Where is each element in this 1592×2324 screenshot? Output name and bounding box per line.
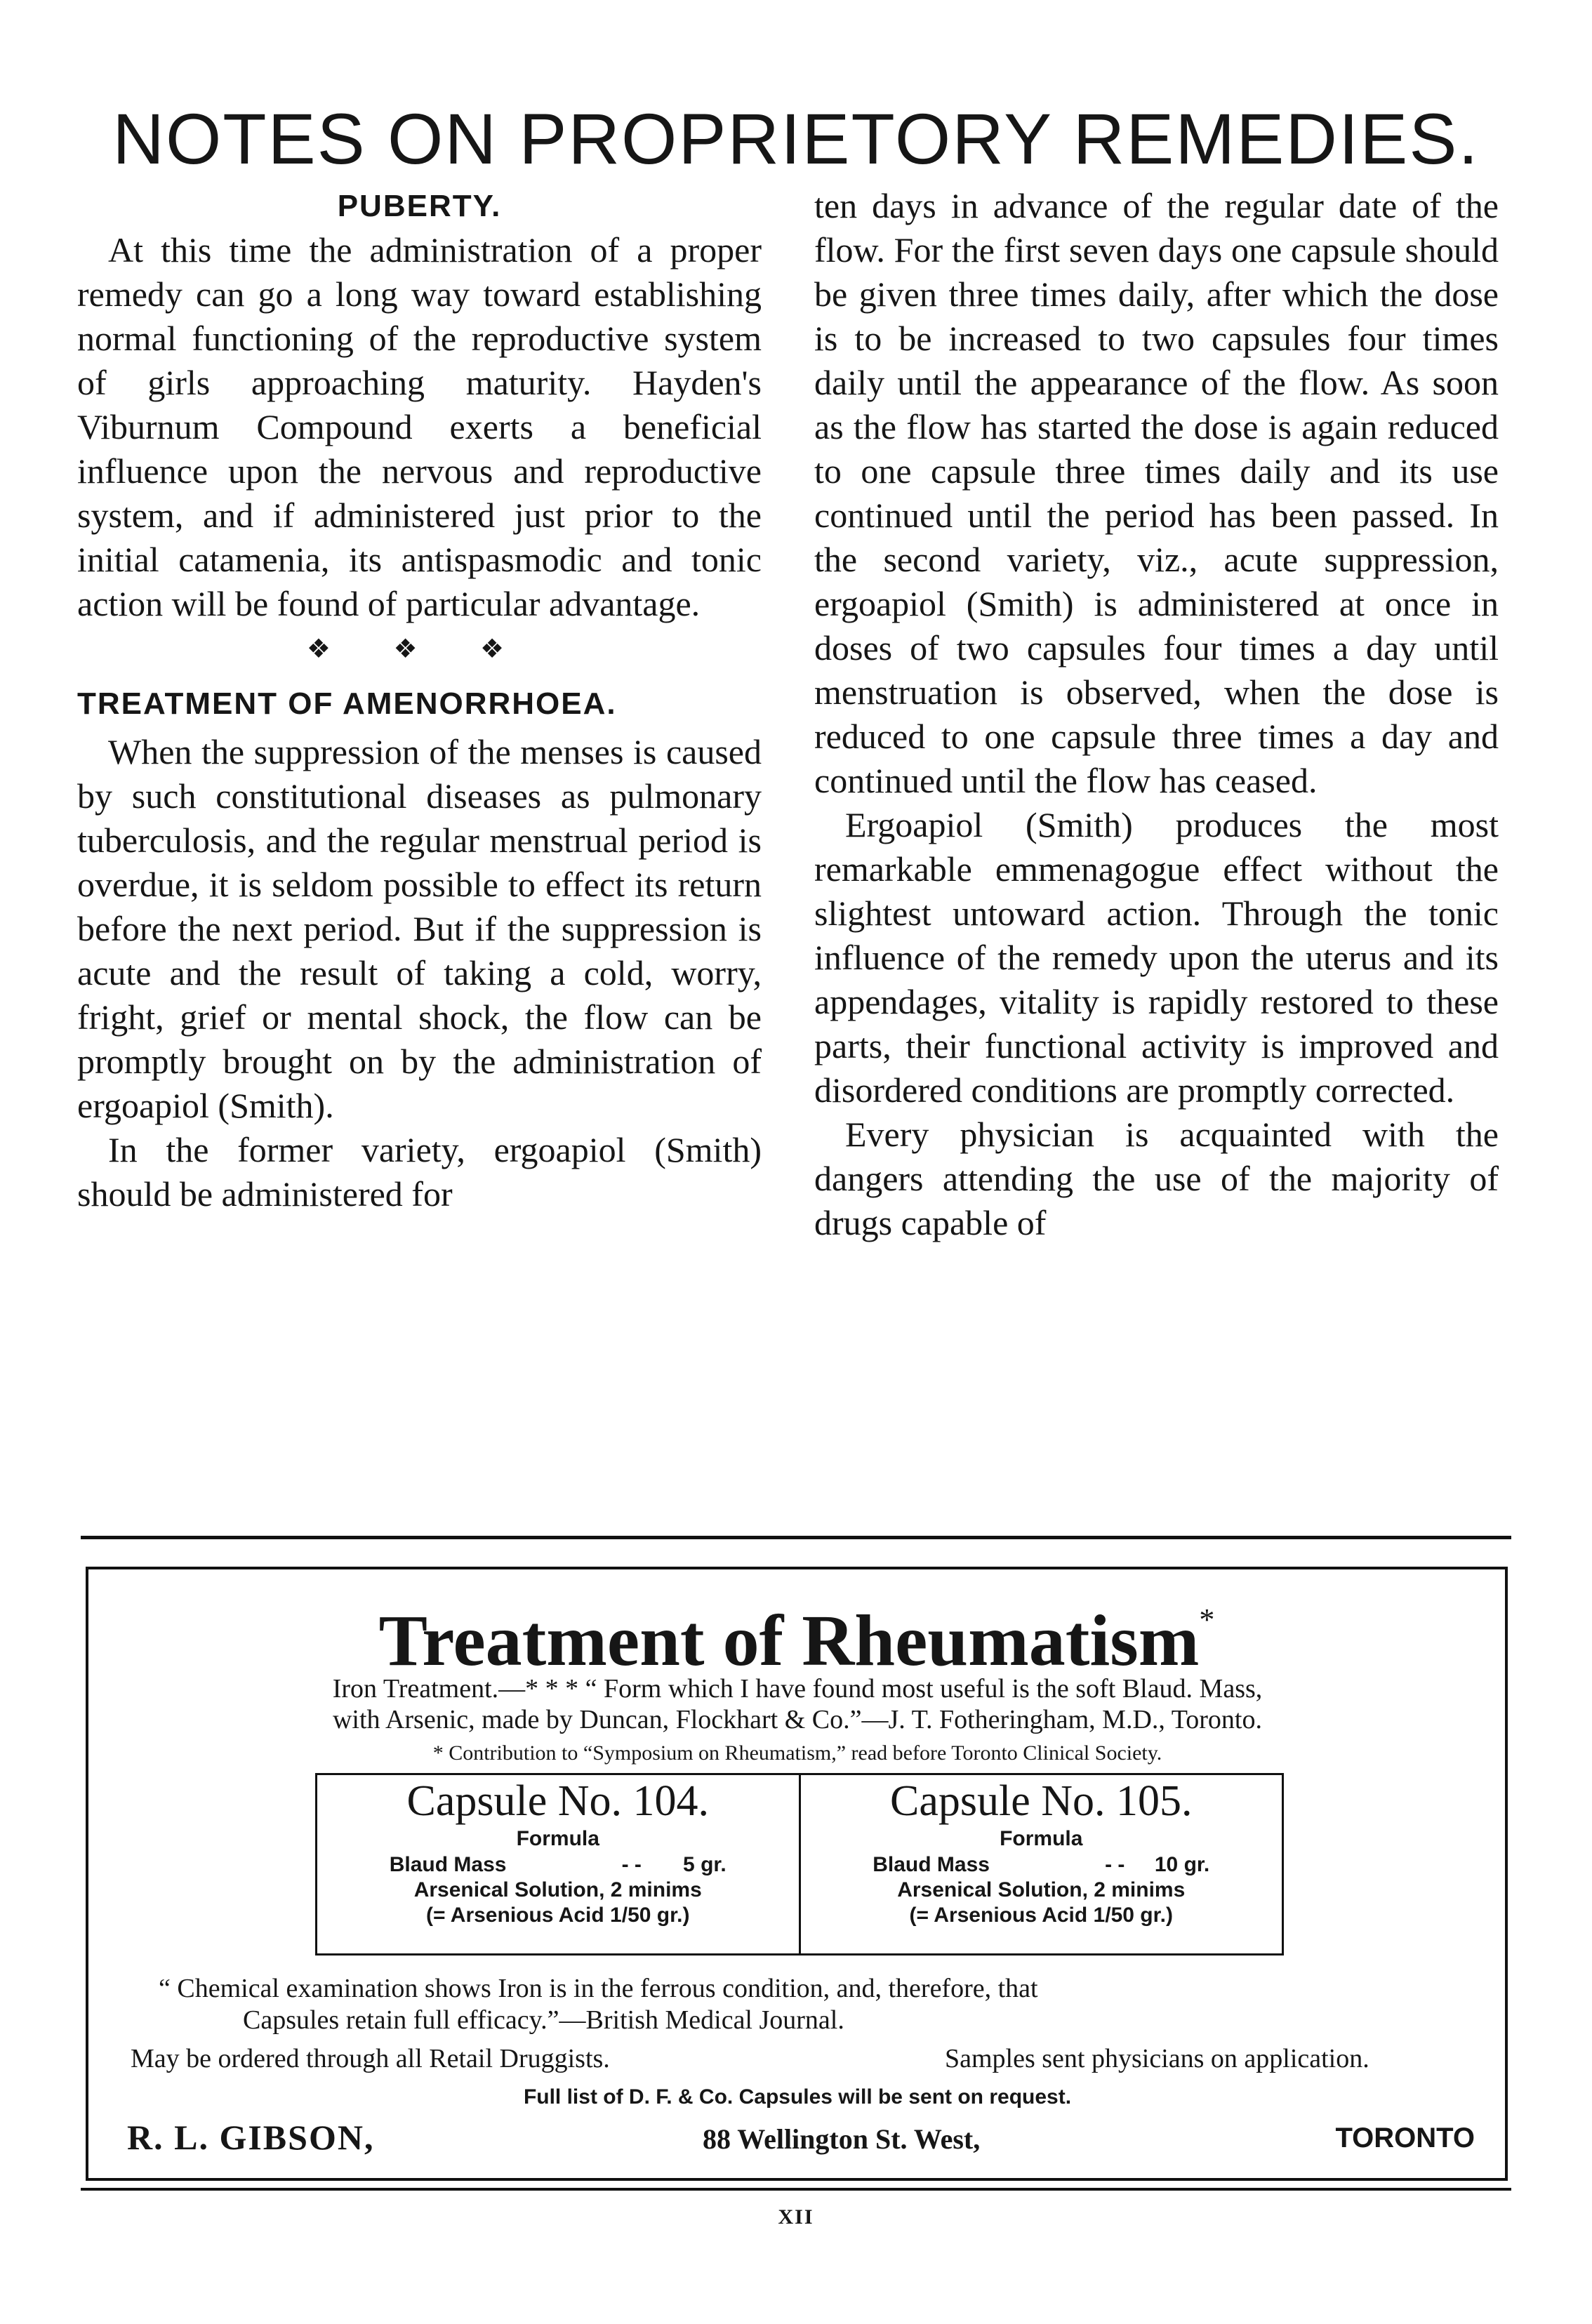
ingredient-dashes: - - (1105, 1853, 1125, 1876)
heading-puberty: PUBERTY. (337, 189, 502, 223)
ingredient-text: (= Arsenious Acid 1/50 gr.) (426, 1904, 690, 1927)
ingredient-text: (= Arsenious Acid 1/50 gr.) (909, 1904, 1173, 1927)
puberty-paragraph: At this time the administration of a proper remedy can go a long way toward establishing normal functioning of the reproductive system of girls approaching maturity. Hayden's Viburnum Compound exerts a beneficial influence upon the nervous and reproductive system, and if administered just prior to the initial catamenia, its antispasmodic and tonic action will be found of particular advantage. (77, 230, 762, 623)
capsule-title: Capsule No. 104. (406, 1777, 710, 1825)
right-paragraph-1: ten days in advance of the regular date of the flow. For the first seven days one capsule should be given three times daily, after which the dose is to be increased to two capsules four times daily until the appearance of the flow. As soon as the flow has started the dose is again reduced to one capsule three times daily and its use continued until the period has been passed. In the second variety, viz., acute suppression, ergoapiol (Smith) is administered at once in doses of two capsules four times a day until menstruation is observed, when the dose is reduced to one capsule three times a day and continued until the flow has ceased. (814, 186, 1499, 800)
amenorrhoea-paragraph-2: In the former variety, ergoapiol (Smith) should be administered for (77, 1130, 762, 1214)
capsule-formula-label: Formula (1000, 1827, 1083, 1850)
capsule-ingredient-row (317, 1852, 799, 1878)
capsule-ingredient-row-2 (317, 1878, 799, 1903)
heading-amenorrhoea: TREATMENT OF AMENORRHOEA. (77, 686, 617, 721)
ingredient-name: Blaud Mass (873, 1853, 990, 1876)
ingredient-text: Arsenical Solution, 2 minims (897, 1878, 1186, 1901)
ingredient-name: Blaud Mass (389, 1853, 507, 1876)
city: TORONTO (1335, 2123, 1475, 2153)
left-column (77, 184, 762, 1216)
ingredient-text: Arsenical Solution, 2 minims (413, 1878, 702, 1901)
chemical-quote-line-1: “ Chemical examination shows Iron is in the ferrous condition, and, therefore, that (159, 1974, 1038, 2003)
right-column (814, 184, 1499, 1245)
advertisement-box (86, 1567, 1508, 2181)
top-rule (81, 1536, 1511, 1539)
ingredient-dose: 10 gr. (1154, 1853, 1210, 1876)
full-list-note: Full list of D. F. & Co. Capsules will be sent on request. (523, 2085, 1072, 2109)
order-retail-text: May be ordered through all Retail Druggists. (131, 2044, 610, 2073)
ingredient-dose: 5 gr. (683, 1853, 727, 1876)
capsule-formula-label: Formula (516, 1827, 599, 1850)
capsule-ingredient-row-3 (801, 1903, 1282, 1928)
ad-quote-line-2: with Arsenic, made by Duncan, Flockhart & Co.”—J. T. Fotheringham, M.D., Toronto. (332, 1705, 1262, 1734)
capsule-ingredient-row (801, 1852, 1282, 1878)
capsule-ingredient-row-3 (317, 1903, 799, 1928)
right-paragraph-2: Ergoapiol (Smith) produces the most remarkable emmenagogue effect without the slightest untoward action. Through the tonic influence of the remedy upon the uterus and its appendages, vitality is rapidly restored to these parts, their functional activity is improved and disordered conditions are promptly corrected. (814, 805, 1499, 1110)
ad-title-text: Treatment of Rheumatism (378, 1600, 1200, 1681)
street-address: 88 Wellington St. West, (703, 2123, 981, 2155)
capsule-105 (801, 1775, 1282, 1953)
page-title: NOTES ON PROPRIETORY REMEDIES. (112, 99, 1480, 179)
capsule-title: Capsule No. 105. (889, 1777, 1193, 1825)
ad-footnote: * Contribution to “Symposium on Rheumatism,” read before Toronto Clinical Society. (432, 1741, 1162, 1765)
right-paragraph-3: Every physician is acquainted with the dangers attending the use of the majority of drugs capable of (814, 1115, 1499, 1242)
ad-quote-line-1: Iron Treatment.—* * * “ Form which I have found most useful is the soft Blaud. Mass, (332, 1674, 1263, 1704)
capsule-104 (317, 1775, 801, 1953)
ornament-separator: ❖ ❖ ❖ (306, 635, 533, 664)
page-number: XII (778, 2205, 814, 2229)
ingredient-dashes: - - (621, 1853, 642, 1876)
capsule-ingredient-row-2 (801, 1878, 1282, 1903)
ad-title-footnote-mark: * (1199, 1602, 1215, 1637)
bottom-rule (81, 2188, 1511, 2191)
samples-text: Samples sent physicians on application. (945, 2044, 1369, 2073)
capsule-table (315, 1773, 1284, 1956)
ad-title (88, 1578, 1505, 1683)
company-name: R. L. GIBSON, (127, 2118, 375, 2157)
chemical-quote-line-2: Capsules retain full efficacy.”—British Medical Journal. (243, 2005, 844, 2035)
address-line (127, 2117, 1475, 2159)
amenorrhoea-paragraph-1: When the suppression of the menses is caused by such constitutional diseases as pulmonary tuberculosis, and the regular menstrual period is overdue, it is seldom possible to effect its return before the next period. But if the suppression is acute and the result of taking a cold, worry, fright, grief or mental shock, the flow can be promptly brought on by the administration of ergoapiol (Smith). (77, 732, 762, 1125)
